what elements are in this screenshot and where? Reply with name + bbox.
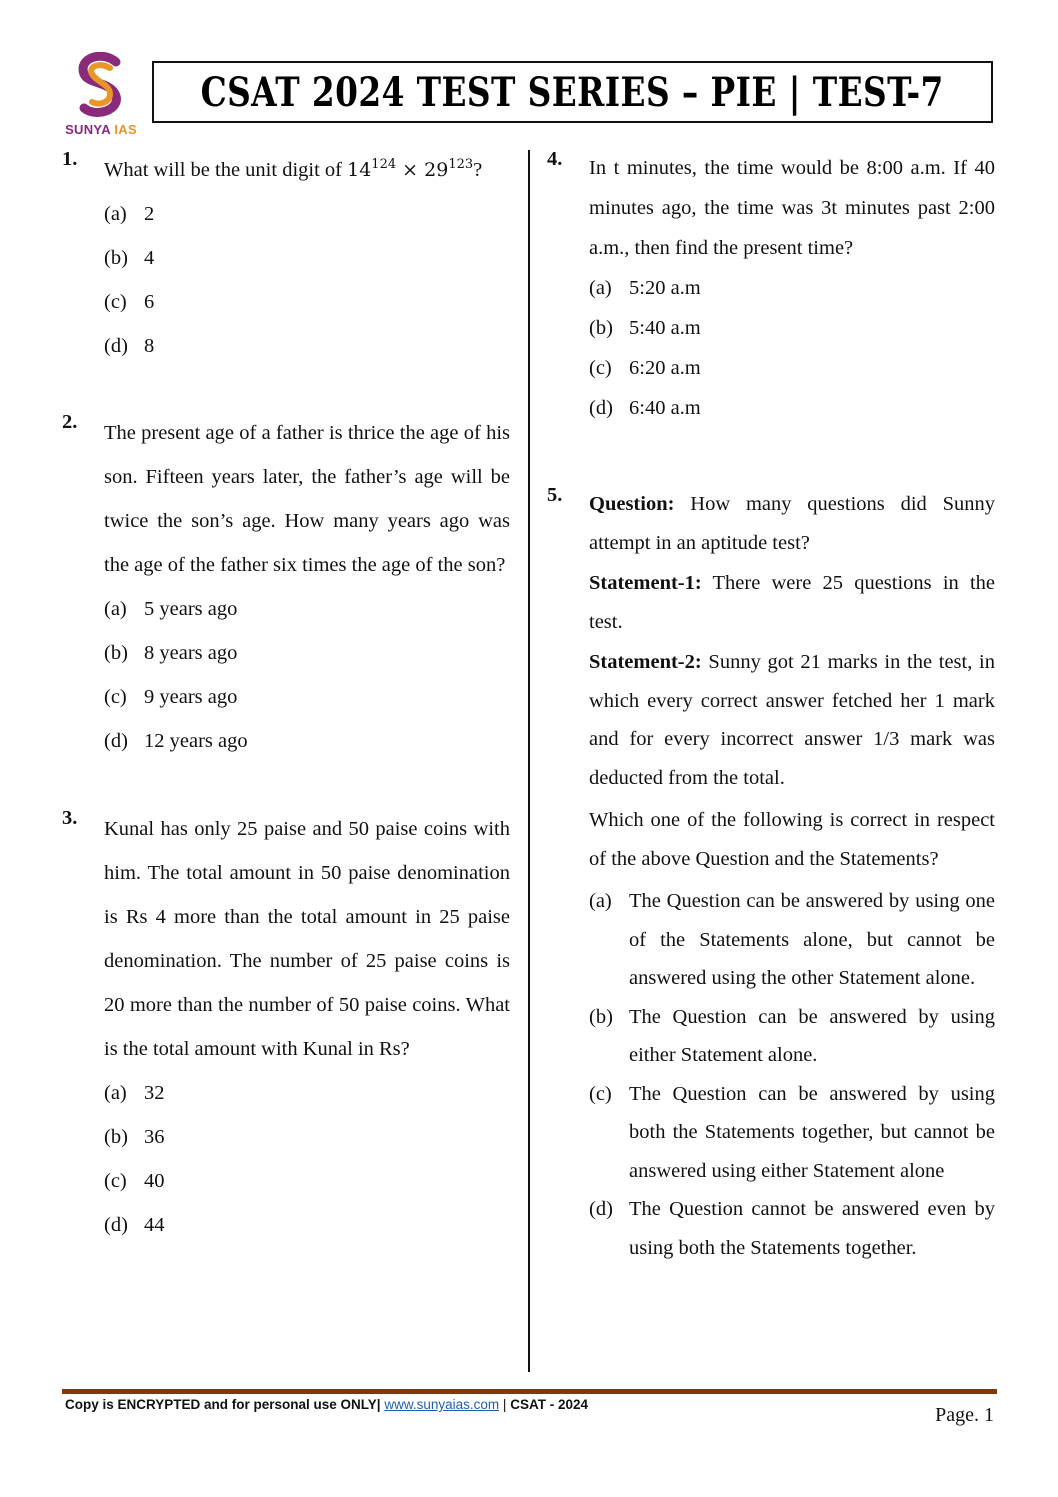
- option-a[interactable]: (a) The Question can be answered by using one of the Statements alone, but cannot be answered using the other Statement alone.: [589, 890, 995, 989]
- question-number: 4.: [547, 148, 563, 170]
- question-1: [62, 148, 510, 368]
- question-text: The present age of a father is thrice the age of his son. Fifteen years later, the father’s age will be twice the son’s age. How many years ago was the age of the father six times the age of the son?: [104, 422, 510, 576]
- options-list: [104, 587, 510, 763]
- options-list: [589, 882, 995, 1267]
- footer-notice: Copy is ENCRYPTED and for personal use ONLY| www.sunyaias.com | CSAT - 2024: [65, 1397, 588, 1412]
- option-d[interactable]: (d) 8: [104, 335, 155, 357]
- option-b[interactable]: (b) 4: [104, 247, 155, 269]
- question-number: 5.: [547, 484, 563, 506]
- option-b[interactable]: (b) 5:40 a.m: [589, 317, 701, 339]
- option-d[interactable]: (d) 44: [104, 1214, 165, 1236]
- option-d[interactable]: (d) 6:40 a.m: [589, 397, 701, 419]
- question-number: 2.: [62, 411, 78, 433]
- option-c[interactable]: (c) 40: [104, 1170, 165, 1192]
- question-5: [547, 485, 995, 1267]
- option-d[interactable]: (d) 12 years ago: [104, 730, 248, 752]
- question-text: Kunal has only 25 paise and 50 paise coins with him. The total amount in 50 paise denomination is Rs 4 more than the total amount in 25 paise denomination. The number of 25 paise coins is 20 more than the number of 50 paise coins. What is the total amount with Kunal in Rs?: [104, 818, 510, 1060]
- options-list: [589, 268, 995, 428]
- option-c[interactable]: (c) The Question can be answered by using both the Statements together, but cannot be answered using either Statement alone: [589, 1082, 995, 1182]
- option-a[interactable]: (a) 32: [104, 1082, 165, 1104]
- footer-rule: [62, 1389, 997, 1394]
- question-number: 3.: [62, 807, 78, 829]
- page-number: Page. 1: [935, 1404, 994, 1426]
- question-number: 1.: [62, 148, 78, 170]
- page-title-box: [152, 61, 993, 123]
- option-c[interactable]: (c) 6: [104, 291, 155, 313]
- page-title: CSAT 2024 TEST SERIES – PIE | TEST-7: [200, 68, 945, 116]
- statement-1: Statement-1: There were 25 questions in the test.: [589, 572, 995, 633]
- left-column: [62, 148, 510, 1247]
- column-divider: [528, 150, 530, 1372]
- options-list: [104, 1071, 510, 1247]
- option-b[interactable]: (b) The Question can be answered by using either Statement alone.: [589, 1005, 995, 1066]
- sunya-s-logo-icon: [72, 52, 130, 118]
- question-text: Question: How many questions did Sunny attempt in an aptitude test?: [589, 493, 995, 554]
- options-list: [104, 192, 510, 368]
- question-2: [62, 411, 510, 763]
- option-c[interactable]: (c) 9 years ago: [104, 686, 238, 708]
- sunya-ias-logo: [58, 52, 144, 142]
- option-c[interactable]: (c) 6:20 a.m: [589, 357, 701, 379]
- option-b[interactable]: (b) 36: [104, 1126, 165, 1148]
- option-a[interactable]: (a) 2: [104, 203, 155, 225]
- logo-wordmark: SUNYA IAS: [65, 122, 137, 137]
- question-prompt: Which one of the following is correct in respect of the above Question and the Statements?: [589, 809, 995, 870]
- question-3: [62, 807, 510, 1247]
- question-4: [547, 148, 995, 428]
- website-link[interactable]: www.sunyaias.com: [384, 1397, 500, 1412]
- statement-2: Statement-2: Sunny got 21 marks in the test, in which every correct answer fetched her 1 mark and for every incorrect answer 1/3 mark was deducted from the total.: [589, 651, 995, 789]
- option-d[interactable]: (d) The Question cannot be answered even by using both the Statements together.: [589, 1198, 995, 1259]
- option-b[interactable]: (b) 8 years ago: [104, 642, 238, 664]
- right-column: [547, 148, 995, 1267]
- question-text: What will be the unit digit of $14^{124} \times 29^{123}$?: [104, 157, 483, 181]
- option-a[interactable]: (a) 5:20 a.m: [589, 277, 701, 299]
- option-a[interactable]: (a) 5 years ago: [104, 598, 238, 620]
- question-text: In t minutes, the time would be 8:00 a.m. If 40 minutes ago, the time was 3t minutes past 2:00 a.m., then find the present time?: [589, 157, 995, 259]
